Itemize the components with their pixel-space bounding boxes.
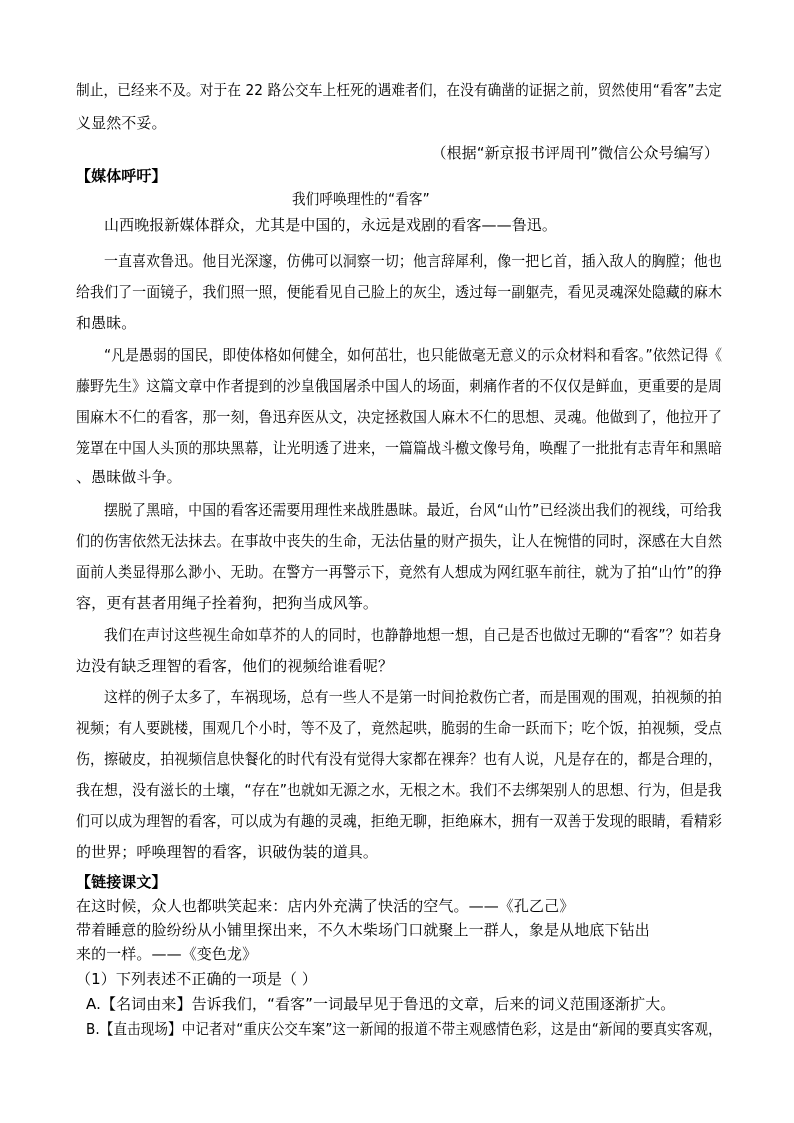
media-paragraph-line: 这样的例子太多了，车祸现场，总有一些人不是第一时间抢救伤亡者，而是围观的围观，拍视频的拍	[104, 688, 722, 706]
media-section-tag: 【媒体呼吁】	[76, 167, 167, 185]
intro-line-2: 义显然不妥。	[76, 114, 167, 132]
source-note: （根据“新京报书评周刊”微信公众号编写）	[431, 144, 719, 162]
media-paragraph-line: 视频；有人要跳楼，围观几个小时，等不及了，竟然起哄，脆弱的生命一跃而下；吃个饭，拍视频，受点	[76, 719, 722, 737]
intro-line-1: 制止，已经来不及。对于在 22 路公交车上枉死的遇难者们，在没有确凿的证据之前，贸然使用“看客”去定	[76, 81, 723, 99]
media-paragraph-line: 一直喜欢鲁迅。他目光深邃，仿佛可以洞察一切；他言辞犀利，像一把匕首，插入敌人的胸膛；他也	[104, 252, 722, 270]
media-paragraph-line: 的世界；呼唤理智的看客，识破伪装的道具。	[76, 843, 379, 861]
media-paragraph-line: 面前人类显得那么渺小、无助。在警方一再警示下，竟然有人想成为网红驱车前往，就为了拍“山竹”的狰	[76, 563, 722, 581]
media-paragraph-line: “凡是愚弱的国民，即使体格如何健全，如何茁壮，也只能做毫无意义的示众材料和看客。”依然记得《	[104, 346, 723, 364]
link-quote-line: 来的一样。——《变色龙》	[76, 945, 258, 963]
link-quote-line: 带着睡意的脸纷纷从小铺里探出来，不久木柴场门口就聚上一群人，象是从地底下钻出	[76, 921, 650, 939]
media-paragraph-line: 我在想，没有滋长的土壤，“存在”也就如无源之水，无根之木。我们不去绑架别人的思想、行为，但是我	[76, 781, 722, 799]
media-article-title: 我们呼唤理性的“看客”	[291, 190, 430, 208]
media-paragraph-line: 笼罩在中国人头顶的那块黑幕，让光明透了进来，一篇篇战斗檄文像号角，唤醒了一批批有志青年和黑暗	[76, 439, 722, 457]
media-paragraph-line: 我们在声讨这些视生命如草芥的人的同时，也静静地想一想，自己是否也做过无聊的“看客”？如若身	[104, 626, 722, 644]
media-paragraph-line: 、愚昧做斗争。	[76, 468, 182, 486]
link-quote-line: 在这时候，众人也都哄笑起来：店内外充满了快活的空气。——《孔乙己》	[76, 897, 575, 915]
media-paragraph-line: 给我们了一面镜子，我们照一照，便能看见自己脸上的灰尘，透过每一副躯壳，看见灵魂深处隐藏的麻木	[76, 283, 722, 301]
media-paragraph-line: 和愚昧。	[76, 314, 137, 332]
media-paragraph-line: 容，更有甚者用绳子拴着狗，把狗当成风筝。	[76, 594, 379, 612]
media-paragraph-line: 山西晚报新媒体群众，尤其是中国的，永远是戏剧的看客——鲁迅。	[104, 216, 558, 234]
option-a: A.【名词由来】告诉我们，“看客”一词最早见于鲁迅的文章，后来的词义范围逐渐扩大。	[86, 995, 676, 1013]
media-paragraph-line: 们的伤害依然无法抹去。在事故中丧失的生命，无法估量的财产损失，让人在惋惜的同时，深感在大自然	[76, 532, 722, 550]
media-paragraph-line: 边没有缺乏理智的看客，他们的视频给谁看呢？	[76, 657, 394, 675]
media-paragraph-line: 藤野先生》这篇文章中作者提到的沙皇俄国屠杀中国人的场面，刺痛作者的不仅仅是鲜血，更重要的是周	[76, 377, 722, 395]
media-paragraph-line: 们可以成为理智的看客，可以成为有趣的灵魂，拒绝无聊，拒绝麻木，拥有一双善于发现的眼睛，看精彩	[76, 812, 722, 830]
media-paragraph-line: 伤，擦破皮，拍视频信息快餐化的时代有没有觉得大家都在裸奔？也有人说，凡是存在的，都是合理的，	[76, 750, 722, 768]
media-paragraph-line: 摆脱了黑暗，中国的看客还需要用理性来战胜愚昧。最近，台风“山竹”已经淡出我们的视线，可给我	[104, 501, 722, 519]
link-section-tag: 【链接课文】	[76, 873, 167, 891]
media-paragraph-line: 围麻木不仁的看客，那一刻，鲁迅弃医从文，决定拯救国人麻木不仁的思想、灵魂。他做到了，他拉开了	[76, 408, 722, 426]
question-stem: （1）下列表述不正确的一项是（ ）	[76, 970, 318, 988]
option-b: B.【直击现场】中记者对“重庆公交车案”这一新闻的报道不带主观感情色彩，这是由“新闻的要真实客观，	[86, 1020, 722, 1038]
